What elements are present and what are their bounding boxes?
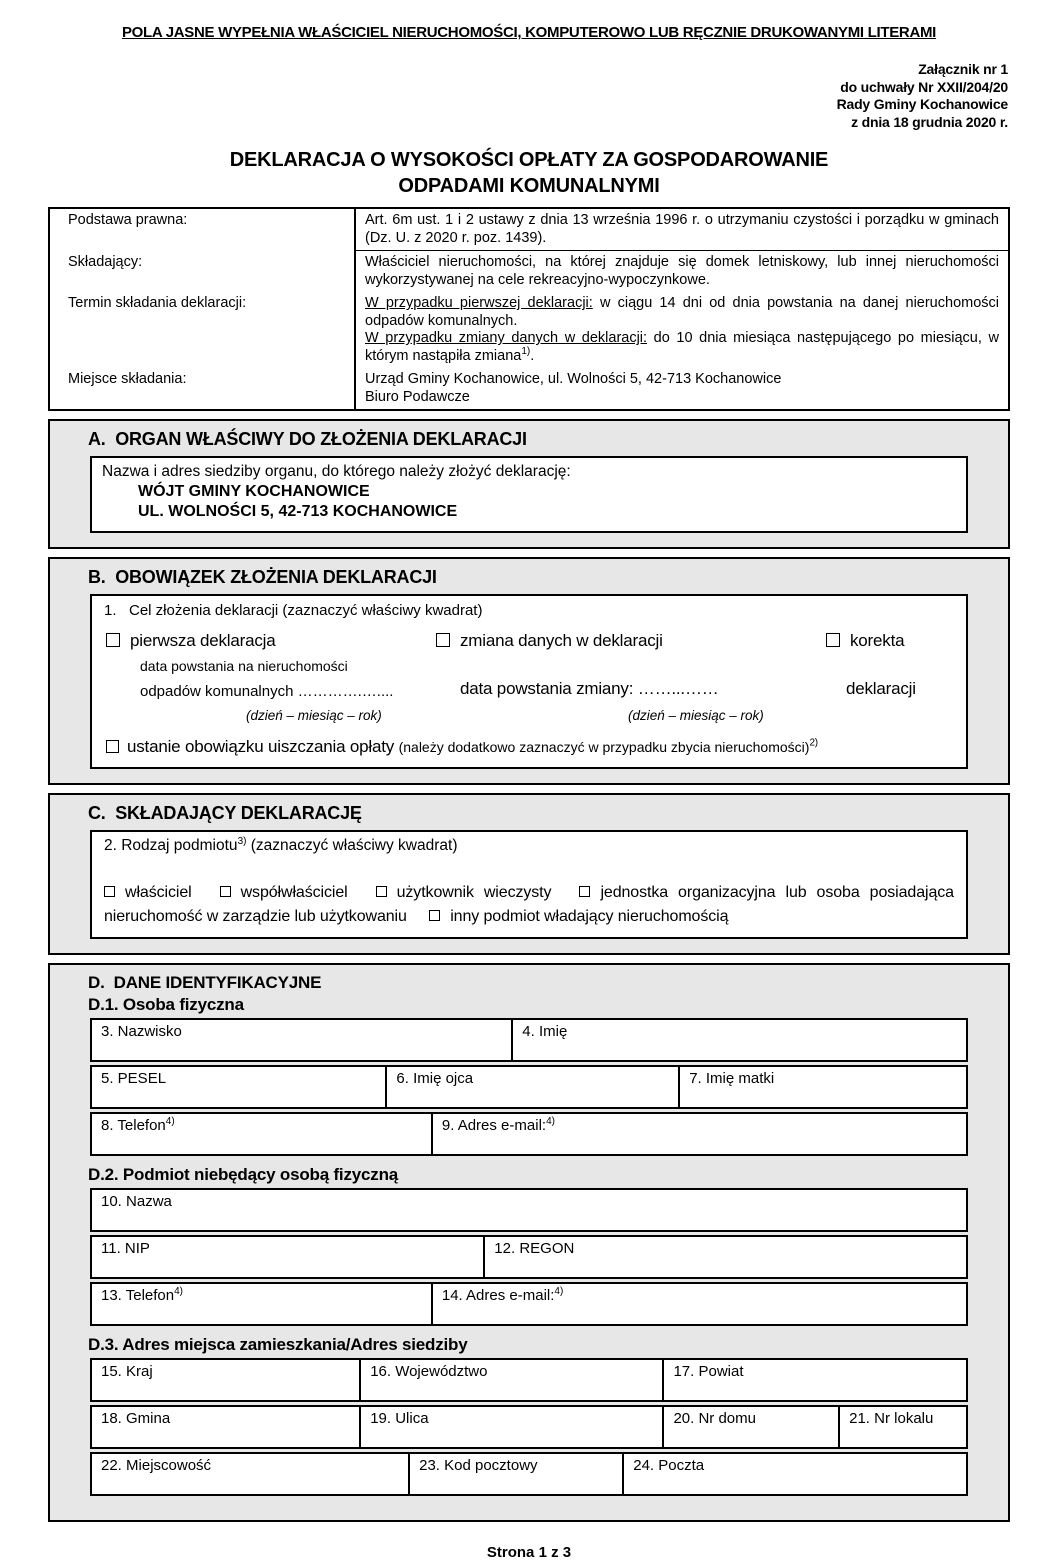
field-12-regon[interactable]: 12. REGON xyxy=(494,1240,575,1258)
annex-line: Załącznik nr 1 xyxy=(918,61,1008,77)
option-cessation-note: (należy dodatkowo zaznaczyć w przypadku zbycia nieruchomości) xyxy=(398,739,810,756)
field-6-imie-ojca[interactable]: 6. Imię ojca xyxy=(387,1067,680,1107)
option-data-change-label: zmiana danych w deklaracji xyxy=(460,631,663,651)
checkbox-other-subject[interactable] xyxy=(429,910,440,921)
authority-name: WÓJT GMINY KOCHANOWICE xyxy=(138,483,370,501)
termin-first-declaration xyxy=(365,295,999,330)
checkbox-co-owner[interactable] xyxy=(220,886,231,897)
termin-underline-2: W przypadku zmiany danych w deklaracji: xyxy=(365,330,648,347)
d2-row-1 xyxy=(90,1188,968,1232)
miejsce-line2: Biuro Podawcze xyxy=(365,388,470,405)
checkbox-data-change[interactable] xyxy=(436,633,450,647)
field-22-miejscowosc[interactable]: 22. Miejscowość xyxy=(92,1454,410,1494)
field-11-nip[interactable]: 11. NIP xyxy=(92,1237,485,1277)
field-20-nr-domu[interactable]: 20. Nr domu xyxy=(664,1407,840,1447)
footnote-3-marker: 3) xyxy=(237,836,247,848)
legal-value-miejsce xyxy=(356,368,1008,409)
first-declaration-date-caption-1: data powstania na nieruchomości xyxy=(140,658,348,675)
section-b xyxy=(48,557,1010,785)
legal-basis-table xyxy=(48,207,1010,411)
section-a xyxy=(48,419,1010,549)
section-d3-title: D.3. Adres miejsca zamieszkania/Adres siedziby xyxy=(88,1335,468,1355)
option-first-declaration-label: pierwsza deklaracja xyxy=(130,631,276,651)
page-number: Strona 1 z 3 xyxy=(486,1544,572,1561)
d1-table xyxy=(90,1018,968,1156)
footnote-4-marker: 4) xyxy=(174,1286,184,1298)
legal-value-podstawa: Art. 6m ust. 1 i 2 ustawy z dnia 13 września 1996 r. o utrzymaniu czystości i porządku w gminach (Dz. U. z 2020 r. poz. 1439). xyxy=(356,209,1008,251)
d2-table xyxy=(90,1188,968,1326)
field-8-label: 8. Telefon xyxy=(101,1117,166,1135)
section-b-box xyxy=(90,594,968,769)
legal-value-skladajacy: Właściciel nieruchomości, na której znajduje się domek letniskowy, lub innej nieruchomości wykorzystywanej na cele rekreacyjno-wypoczynkowe. xyxy=(365,254,999,288)
option-owner-label: właściciel xyxy=(125,884,192,902)
section-a-box xyxy=(90,456,968,533)
d1-row-2 xyxy=(90,1065,968,1109)
option-cessation-label: ustanie obowiązku uiszczania opłaty xyxy=(127,737,399,757)
field-24-poczta[interactable]: 24. Poczta xyxy=(633,1457,705,1475)
footnote-4-marker: 4) xyxy=(165,1116,175,1128)
d2-row-3 xyxy=(90,1282,968,1326)
question-2-text: 2. Rodzaj podmiotu xyxy=(104,837,238,855)
fill-instructions-text: POLA JASNE WYPEŁNIA WŁAŚCICIEL NIERUCHOMOŚCI, KOMPUTEROWO LUB RĘCZNIE DRUKOWANYMI LITERAMI xyxy=(121,24,937,41)
question-2-label xyxy=(104,837,954,855)
question-1-label: 1. Cel złożenia deklaracji (zaznaczyć właściwy kwadrat) xyxy=(104,602,483,620)
option-perpetual-user-label: użytkownik wieczysty xyxy=(396,884,552,902)
section-d-title: D. DANE IDENTYFIKACYJNE xyxy=(88,973,322,993)
field-13-label: 13. Telefon xyxy=(101,1287,175,1305)
checkbox-first-declaration[interactable] xyxy=(106,633,120,647)
form-title-line2: ODPADAMI KOMUNALNYMI xyxy=(398,175,660,197)
section-a-title: A. ORGAN WŁAŚCIWY DO ZŁOŻENIA DEKLARACJI xyxy=(88,429,527,450)
footnote-1-marker: 1) xyxy=(521,345,531,357)
field-15-kraj[interactable]: 15. Kraj xyxy=(92,1360,361,1400)
section-b-title: B. OBOWIĄZEK ZŁOŻENIA DEKLARACJI xyxy=(88,567,437,588)
field-16-wojewodztwo[interactable]: 16. Województwo xyxy=(361,1360,664,1400)
form-title xyxy=(0,147,1058,199)
checkbox-owner[interactable] xyxy=(104,886,115,897)
miejsce-line1: Urząd Gminy Kochanowice, ul. Wolności 5, 42-713 Kochanowice xyxy=(365,371,782,388)
field-13-telefon[interactable] xyxy=(92,1284,433,1324)
fill-instructions-notice xyxy=(0,0,1058,41)
d1-row-1 xyxy=(90,1018,968,1062)
field-14-adres-email[interactable] xyxy=(433,1284,966,1324)
subject-type-options xyxy=(104,881,954,929)
legal-label-termin: Termin składania deklaracji: xyxy=(50,292,356,368)
termin-underline-1: W przypadku pierwszej deklaracji: xyxy=(365,295,593,312)
authority-address: UL. WOLNOŚCI 5, 42-713 KOCHANOWICE xyxy=(138,503,458,521)
d3-table xyxy=(90,1358,968,1496)
option-organizational-unit-label: jednostka organizacyjna lub osoba posiadająca nieruchomość w zarządzie lub użytkowaniu xyxy=(104,884,954,926)
d2-row-2 xyxy=(90,1235,968,1279)
option-cessation xyxy=(106,737,954,757)
field-5-pesel[interactable]: 5. PESEL xyxy=(92,1067,387,1107)
field-19-ulica[interactable]: 19. Ulica xyxy=(361,1407,664,1447)
option-co-owner-label: współwłaściciel xyxy=(240,884,348,902)
section-c-title: C. SKŁADAJĄCY DEKLARACJĘ xyxy=(88,803,362,824)
section-d1-title: D.1. Osoba fizyczna xyxy=(88,995,244,1015)
checkbox-perpetual-user[interactable] xyxy=(376,886,387,897)
annex-line: Rady Gminy Kochanowice xyxy=(836,96,1008,112)
termin-change-declaration xyxy=(365,330,999,365)
field-9-label: 9. Adres e-mail: xyxy=(441,1117,547,1135)
field-21-nr-lokalu[interactable]: 21. Nr lokalu xyxy=(849,1410,934,1428)
footnote-4-marker: 4) xyxy=(554,1286,564,1298)
date-format-hint-1: (dzień – miesiąc – rok) xyxy=(246,708,382,724)
section-c-box xyxy=(90,830,968,939)
d1-row-3 xyxy=(90,1112,968,1156)
field-18-gmina[interactable]: 18. Gmina xyxy=(92,1407,361,1447)
legal-label-miejsce: Miejsce składania: xyxy=(50,368,356,409)
footnote-2-marker: 2) xyxy=(809,737,818,749)
checkbox-cessation[interactable] xyxy=(106,740,119,753)
field-3-nazwisko[interactable]: 3. Nazwisko xyxy=(92,1020,513,1060)
declaration-purpose-options xyxy=(104,631,954,735)
d3-row-1 xyxy=(90,1358,968,1402)
section-d2-title: D.2. Podmiot niebędący osobą fizyczną xyxy=(88,1165,399,1185)
checkbox-organizational-unit[interactable] xyxy=(579,886,590,897)
field-10-nazwa[interactable]: 10. Nazwa xyxy=(101,1193,172,1211)
option-correction xyxy=(826,631,904,651)
option-other-subject-label: inny podmiot władający nieruchomością xyxy=(450,908,729,926)
footnote-4-marker: 4) xyxy=(546,1116,555,1128)
form-title-line1: DEKLARACJA O WYSOKOŚCI OPŁATY ZA GOSPODAROWANIE xyxy=(229,149,829,171)
field-17-powiat[interactable]: 17. Powiat xyxy=(673,1363,744,1381)
option-data-change xyxy=(436,631,663,651)
field-8-telefon[interactable] xyxy=(92,1114,433,1154)
termin-text-1: w ciągu 14 dni od dnia powstania na danej nieruchomości odpadów komunalnych. xyxy=(365,295,999,329)
legal-value-termin xyxy=(356,292,1008,368)
field-23-kod-pocztowy[interactable]: 23. Kod pocztowy xyxy=(410,1454,624,1494)
field-9-adres-email[interactable] xyxy=(433,1114,966,1154)
field-4-imie[interactable]: 4. Imię xyxy=(522,1023,568,1041)
date-format-hint-2: (dzień – miesiąc – rok) xyxy=(628,708,764,724)
option-correction-label: korekta xyxy=(850,631,905,651)
first-declaration-date-fill-line[interactable]: odpadów komunalnych ………….….... xyxy=(140,683,394,701)
field-14-label: 14. Adres e-mail: xyxy=(441,1287,555,1305)
option-first-declaration xyxy=(106,631,276,651)
annex-reference-block xyxy=(0,61,1008,131)
section-c xyxy=(48,793,1010,955)
termin-text-2: do 10 dnia miesiąca następującego po miesiącu, w którym nastąpiła zmiana xyxy=(365,330,999,364)
question-2-text-rest: (zaznaczyć właściwy kwadrat) xyxy=(246,837,458,855)
change-date-fill-line[interactable]: data powstania zmiany: ……...…… xyxy=(460,679,719,699)
section-d xyxy=(48,963,1010,1522)
legal-label-skladajacy: Składający: xyxy=(50,251,356,292)
termin-text-2-end: . xyxy=(530,347,535,364)
section-a-intro: Nazwa i adres siedziby organu, do którego należy złożyć deklarację: xyxy=(102,463,571,481)
option-correction-label-line2: deklaracji xyxy=(846,679,916,699)
field-7-imie-matki[interactable]: 7. Imię matki xyxy=(689,1070,775,1088)
d3-row-3 xyxy=(90,1452,968,1496)
checkbox-correction[interactable] xyxy=(826,633,840,647)
d3-row-2 xyxy=(90,1405,968,1449)
annex-line: z dnia 18 grudnia 2020 r. xyxy=(851,113,1008,130)
annex-line: do uchwały Nr XXII/204/20 xyxy=(840,78,1008,95)
legal-label-podstawa: Podstawa prawna: xyxy=(50,209,356,251)
